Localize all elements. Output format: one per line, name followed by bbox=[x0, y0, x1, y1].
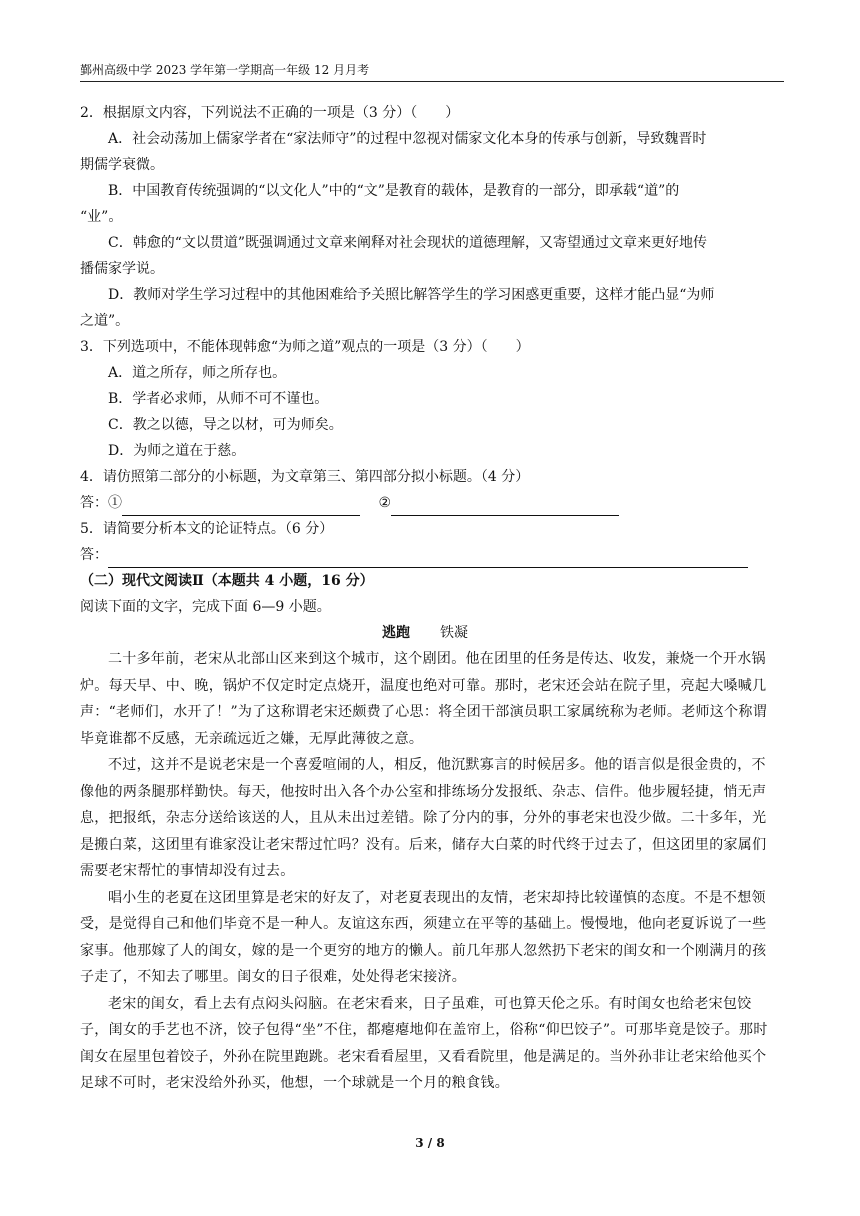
q4-stem: 4．请仿照第二部分的小标题，为文章第三、第四部分拟小标题。（4 分） bbox=[80, 469, 530, 485]
q2-stem: 2．根据原文内容，下列说法不正确的一项是（3 分）（ ） bbox=[80, 105, 460, 121]
section-heading: （二）现代文阅读Ⅱ（本题共 4 小题，16 分） bbox=[80, 573, 374, 589]
q5-answer-prefix: 答： bbox=[80, 547, 108, 563]
passage-title: 逃跑 bbox=[382, 625, 410, 641]
q3-option-b: B．学者必求师，从师不可不谨也。 bbox=[108, 391, 329, 407]
q5-answer-line bbox=[80, 542, 770, 568]
passage-paragraph-4: 老宋的闺女，看上去有点闷头闷脑。在老宋看来，日子虽难，可也算天伦之乐。有时闺女也给老宋包饺子，闺女的手艺也不济，饺子包得“坐”不住，都瘪瘪地仰在盖帘上，俗称“仰巴饺子”。可那毕竟是饺子。那时闺女在屋里包着饺子，外孙在院里跑跳。老宋看看屋里，又看看院里，他是满足的。当外孙非让老宋给他买个足球不可时，老宋没给外孙买，他想，一个球就是一个月的粮食钱。 bbox=[80, 995, 768, 1091]
q2-option-b-cont: “业”。 bbox=[80, 209, 123, 225]
passage-title-line bbox=[80, 620, 770, 646]
q4-answer-mark-2: ② bbox=[378, 495, 392, 511]
page-header: 鄞州高级中学 2023 学年第一学期高一年级 12 月月考 bbox=[80, 62, 784, 82]
q4-answer-line bbox=[80, 490, 770, 516]
q3-option-d: D．为师之道在于慈。 bbox=[108, 443, 246, 459]
q2-option-b: B．中国教育传统强调的“以文化人”中的“文”是教育的载体，是教育的一部分，即承载“道”的 bbox=[108, 183, 680, 199]
q5-answer-blank[interactable] bbox=[108, 549, 748, 568]
q3-option-c: C．教之以德，导之以材，可为师矣。 bbox=[108, 417, 343, 433]
q3-stem: 3．下列选项中，不能体现韩愈“为师之道”观点的一项是（3 分）（ ） bbox=[80, 339, 530, 355]
passage-paragraph-2: 不过，这并不是说老宋是一个喜爱喧闹的人，相反，他沉默寡言的时候居多。他的语言似是很金贵的，不像他的两条腿那样勤快。每天，他按时出入各个办公室和排练场分发报纸、杂志、信件。他步履轻捷，悄无声息，把报纸，杂志分送给该送的人，且从未出过差错。除了分内的事，分外的事老宋也没少做。二十多年，光是搬白菜，这团里有谁家没让老宋帮过忙吗？没有。后来，储存大白菜的时代终于过去了，但这团里的家属们需要老宋帮忙的事情却没有过去。 bbox=[80, 757, 767, 879]
section-instruction: 阅读下面的文字，完成下面 6—9 小题。 bbox=[80, 599, 331, 615]
q5-stem: 5．请简要分析本文的论证特点。（6 分） bbox=[80, 521, 334, 537]
page-number: 3 / 8 bbox=[415, 1136, 445, 1150]
q2-option-a-cont: 期儒学衰微。 bbox=[80, 157, 164, 173]
q3-option-a: A．道之所存，师之所存也。 bbox=[108, 365, 287, 381]
page-content bbox=[80, 100, 770, 1097]
passage-author: 铁凝 bbox=[440, 625, 468, 641]
q2-option-d: D．教师对学生学习过程中的其他困难给予关照比解答学生的学习困惑更重要，这样才能凸显“为师 bbox=[108, 287, 715, 303]
q2-option-a: A．社会动荡加上儒家学者在“家法师守”的过程中忽视对儒家文化本身的传承与创新，导致魏晋时 bbox=[108, 131, 707, 147]
q4-answer-blank-2[interactable] bbox=[391, 497, 619, 516]
q2-option-d-cont: 之道”。 bbox=[80, 313, 130, 329]
q4-answer-blank-1[interactable] bbox=[122, 497, 360, 516]
q4-answer-prefix: 答：① bbox=[80, 495, 122, 511]
passage-paragraph-3: 唱小生的老夏在这团里算是老宋的好友了，对老夏表现出的友情，老宋却持比较谨慎的态度。不是不想领受，是觉得自己和他们毕竟不是一种人。友谊这东西，须建立在平等的基础上。慢慢地，他向老夏诉说了一些家事。他那嫁了人的闺女，嫁的是一个更穷的地方的懒人。前几年那人忽然扔下老宋的闺女和一个刚满月的孩子走了，不知去了哪里。闺女的日子很难，处处得老宋接济。 bbox=[80, 889, 767, 985]
q2-option-c-cont: 播儒家学说。 bbox=[80, 261, 164, 277]
passage-paragraph-1: 二十多年前，老宋从北部山区来到这个城市，这个剧团。他在团里的任务是传达、收发，兼烧一个开水锅炉。每天早、中、晚，锅炉不仅定时定点烧开，温度也绝对可靠。那时，老宋还会站在院子里，亮起大嗓喊几声：“老师们，水开了！”为了这称谓老宋还颇费了心思：将全团干部演员职工家属统称为老师。老师这个称谓毕竟谁都不反感，无亲疏远近之嫌，无厚此薄彼之意。 bbox=[80, 651, 768, 747]
q2-option-c: C．韩愈的“文以贯道”既强调通过文章来阐释对社会现状的道德理解，又寄望通过文章来更好地传 bbox=[108, 235, 708, 251]
